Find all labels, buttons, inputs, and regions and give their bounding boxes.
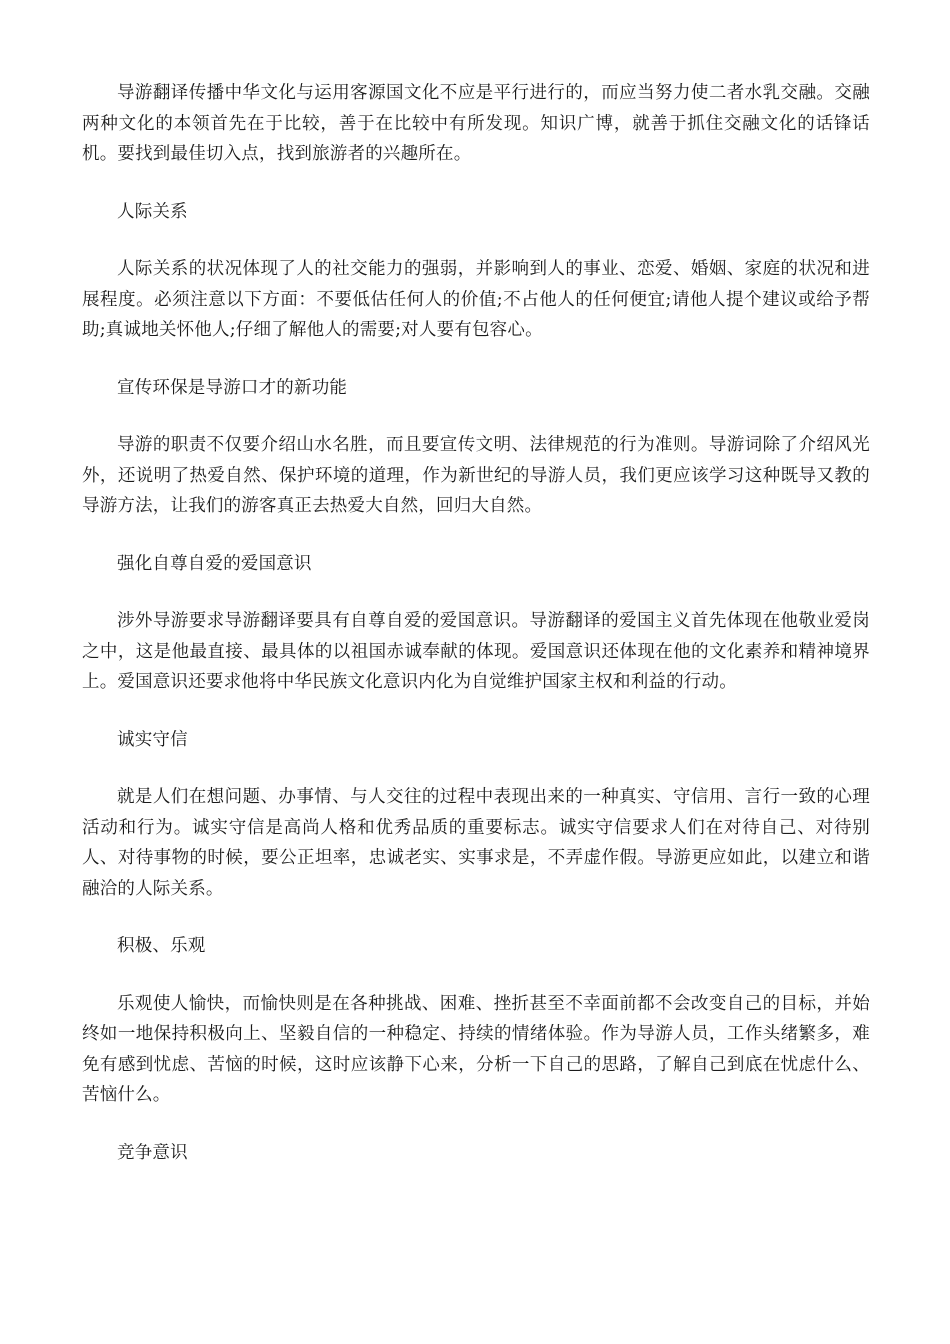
heading-interpersonal-relations: 人际关系 <box>117 201 188 222</box>
heading-patriotism: 强化自尊自爱的爱国意识 <box>117 553 312 574</box>
paragraph-environmental-promotion: 导游的职责不仅要介绍山水名胜，而且要宣传文明、法律规范的行为准则。导游词除了介绍风光外，还说明了热爱自然、保护环境的道理，作为新世纪的导游人员，我们更应该学习这种既导又教的导游方法，让我们的游客真正去热爱大自然，回归大自然。 <box>82 435 870 516</box>
paragraph-interpersonal-relations: 人际关系的状况体现了人的社交能力的强弱，并影响到人的事业、恋爱、婚姻、家庭的状况和进展程度。必须注意以下方面：不要低估任何人的价值;不占他人的任何便宜;请他人提个建议或给予帮助;真诚地关怀他人;仔细了解他人的需要;对人要有包容心。 <box>82 259 870 340</box>
heading-environmental-promotion: 宣传环保是导游口才的新功能 <box>117 377 348 398</box>
heading-optimism: 积极、乐观 <box>117 936 206 956</box>
heading-honesty: 诚实守信 <box>117 729 188 750</box>
paragraph-optimism: 乐观使人愉快，而愉快则是在各种挑战、困难、挫折甚至不幸面前都不会改变自己的目标，并始终如一地保持积极向上、坚毅自信的一种稳定、持续的情绪体验。作为导游人员，工作头绪繁多，难免有感到忧虑、苦恼的时候，这时应该静下心来，分析一下自己的思路，了解自己到底在忧虑什么、苦恼什么。 <box>82 993 870 1105</box>
paragraph-honesty: 就是人们在想问题、办事情、与人交往的过程中表现出来的一种真实、守信用、言行一致的心理活动和行为。诚实守信是高尚人格和优秀品质的重要标志。诚实守信要求人们在对待自己、对待别人、对待事物的时候，要公正坦率，忠诚老实、实事求是，不弄虚作假。导游更应如此，以建立和谐融洽的人际关系。 <box>82 787 870 899</box>
paragraph-culture-fusion: 导游翻译传播中华文化与运用客源国文化不应是平行进行的，而应当努力使二者水乳交融。交融两种文化的本领首先在于比较，善于在比较中有所发现。知识广博，就善于抓住交融文化的话锋话机。要找到最佳切入点，找到旅游者的兴趣所在。 <box>82 83 870 164</box>
document-page <box>82 78 870 1195</box>
heading-competition: 竞争意识 <box>117 1142 188 1163</box>
paragraph-patriotism: 涉外导游要求导游翻译要具有自尊自爱的爱国意识。导游翻译的爱国主义首先体现在他敬业爱岗之中，这是他最直接、最具体的以祖国赤诚奉献的体现。爱国意识还体现在他的文化素养和精神境界上。爱国意识还要求他将中华民族文化意识内化为自觉维护国家主权和利益的行动。 <box>82 611 870 692</box>
